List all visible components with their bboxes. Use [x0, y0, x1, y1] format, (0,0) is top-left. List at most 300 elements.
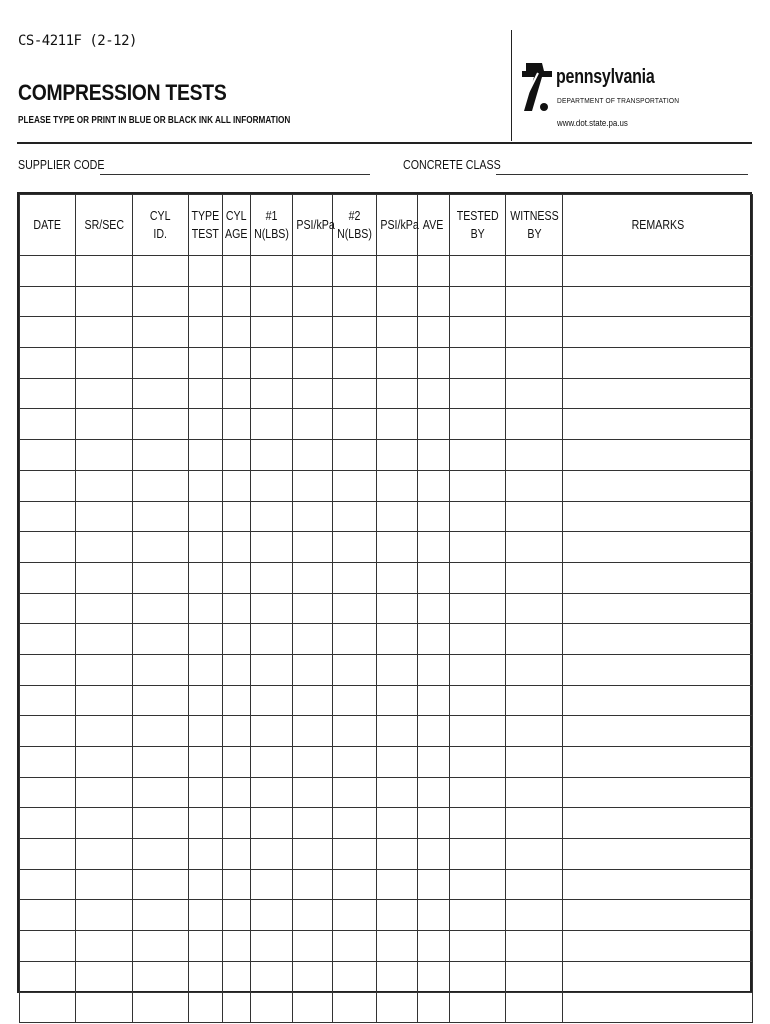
- table-cell-type-test[interactable]: [189, 931, 223, 962]
- table-cell-cyl-age[interactable]: [223, 808, 251, 839]
- table-cell-cyl-id[interactable]: [133, 378, 189, 409]
- table-cell-remarks[interactable]: [563, 869, 753, 900]
- table-cell-ave[interactable]: [418, 992, 450, 1023]
- table-cell-remarks[interactable]: [563, 501, 753, 532]
- table-cell-witness-by[interactable]: [506, 961, 563, 992]
- table-cell-date[interactable]: [20, 654, 76, 685]
- table-cell-load-1[interactable]: [251, 317, 293, 348]
- table-cell-cyl-id[interactable]: [133, 593, 189, 624]
- table-cell-type-test[interactable]: [189, 624, 223, 655]
- table-cell-cyl-age[interactable]: [223, 961, 251, 992]
- table-cell-witness-by[interactable]: [506, 501, 563, 532]
- table-cell-load-1[interactable]: [251, 286, 293, 317]
- table-cell-load-1[interactable]: [251, 440, 293, 471]
- table-cell-witness-by[interactable]: [506, 470, 563, 501]
- table-cell-type-test[interactable]: [189, 562, 223, 593]
- table-cell-load-1[interactable]: [251, 654, 293, 685]
- table-cell-remarks[interactable]: [563, 532, 753, 563]
- table-cell-type-test[interactable]: [189, 440, 223, 471]
- table-cell-load-1[interactable]: [251, 501, 293, 532]
- table-cell-witness-by[interactable]: [506, 378, 563, 409]
- table-cell-cyl-age[interactable]: [223, 470, 251, 501]
- table-cell-load-1[interactable]: [251, 348, 293, 379]
- table-cell-psi-kpa-2[interactable]: [377, 317, 418, 348]
- table-cell-cyl-age[interactable]: [223, 777, 251, 808]
- table-cell-psi-kpa-1[interactable]: [293, 470, 333, 501]
- table-cell-ave[interactable]: [418, 470, 450, 501]
- table-cell-type-test[interactable]: [189, 808, 223, 839]
- table-cell-cyl-age[interactable]: [223, 593, 251, 624]
- table-cell-load-2[interactable]: [333, 931, 377, 962]
- table-cell-cyl-id[interactable]: [133, 777, 189, 808]
- table-cell-witness-by[interactable]: [506, 992, 563, 1023]
- table-cell-cyl-id[interactable]: [133, 532, 189, 563]
- table-cell-cyl-id[interactable]: [133, 624, 189, 655]
- table-cell-psi-kpa-2[interactable]: [377, 685, 418, 716]
- table-cell-cyl-id[interactable]: [133, 317, 189, 348]
- table-cell-date[interactable]: [20, 286, 76, 317]
- table-cell-psi-kpa-2[interactable]: [377, 961, 418, 992]
- table-cell-cyl-age[interactable]: [223, 256, 251, 287]
- table-cell-psi-kpa-2[interactable]: [377, 593, 418, 624]
- table-cell-sr-sec[interactable]: [76, 685, 133, 716]
- table-cell-tested-by[interactable]: [450, 869, 506, 900]
- table-cell-load-2[interactable]: [333, 777, 377, 808]
- table-cell-ave[interactable]: [418, 501, 450, 532]
- table-cell-tested-by[interactable]: [450, 900, 506, 931]
- table-cell-witness-by[interactable]: [506, 839, 563, 870]
- table-cell-ave[interactable]: [418, 286, 450, 317]
- table-cell-sr-sec[interactable]: [76, 378, 133, 409]
- table-cell-remarks[interactable]: [563, 685, 753, 716]
- table-cell-witness-by[interactable]: [506, 562, 563, 593]
- table-cell-cyl-id[interactable]: [133, 654, 189, 685]
- table-cell-type-test[interactable]: [189, 839, 223, 870]
- table-cell-ave[interactable]: [418, 562, 450, 593]
- table-cell-sr-sec[interactable]: [76, 992, 133, 1023]
- table-cell-psi-kpa-1[interactable]: [293, 654, 333, 685]
- table-cell-load-2[interactable]: [333, 654, 377, 685]
- table-cell-ave[interactable]: [418, 378, 450, 409]
- table-cell-sr-sec[interactable]: [76, 961, 133, 992]
- table-cell-psi-kpa-1[interactable]: [293, 378, 333, 409]
- table-cell-ave[interactable]: [418, 931, 450, 962]
- table-cell-psi-kpa-1[interactable]: [293, 685, 333, 716]
- table-cell-type-test[interactable]: [189, 256, 223, 287]
- table-cell-tested-by[interactable]: [450, 501, 506, 532]
- table-cell-date[interactable]: [20, 961, 76, 992]
- table-cell-date[interactable]: [20, 747, 76, 778]
- table-cell-sr-sec[interactable]: [76, 931, 133, 962]
- table-cell-psi-kpa-2[interactable]: [377, 777, 418, 808]
- table-cell-date[interactable]: [20, 777, 76, 808]
- table-cell-tested-by[interactable]: [450, 593, 506, 624]
- table-cell-psi-kpa-2[interactable]: [377, 931, 418, 962]
- table-cell-load-1[interactable]: [251, 378, 293, 409]
- table-cell-psi-kpa-2[interactable]: [377, 716, 418, 747]
- table-cell-tested-by[interactable]: [450, 317, 506, 348]
- table-cell-psi-kpa-2[interactable]: [377, 900, 418, 931]
- table-cell-witness-by[interactable]: [506, 747, 563, 778]
- table-cell-cyl-age[interactable]: [223, 654, 251, 685]
- table-cell-load-1[interactable]: [251, 808, 293, 839]
- table-cell-ave[interactable]: [418, 593, 450, 624]
- concrete-class-line[interactable]: [496, 174, 748, 175]
- table-cell-cyl-age[interactable]: [223, 440, 251, 471]
- table-cell-remarks[interactable]: [563, 409, 753, 440]
- table-cell-psi-kpa-2[interactable]: [377, 440, 418, 471]
- table-cell-tested-by[interactable]: [450, 409, 506, 440]
- table-cell-ave[interactable]: [418, 654, 450, 685]
- table-cell-cyl-age[interactable]: [223, 348, 251, 379]
- table-cell-load-2[interactable]: [333, 286, 377, 317]
- table-cell-remarks[interactable]: [563, 931, 753, 962]
- table-cell-cyl-age[interactable]: [223, 317, 251, 348]
- table-cell-remarks[interactable]: [563, 317, 753, 348]
- table-cell-cyl-id[interactable]: [133, 348, 189, 379]
- table-cell-date[interactable]: [20, 317, 76, 348]
- table-cell-tested-by[interactable]: [450, 470, 506, 501]
- table-cell-tested-by[interactable]: [450, 992, 506, 1023]
- table-cell-sr-sec[interactable]: [76, 501, 133, 532]
- table-cell-cyl-age[interactable]: [223, 839, 251, 870]
- table-cell-load-1[interactable]: [251, 900, 293, 931]
- table-cell-tested-by[interactable]: [450, 256, 506, 287]
- table-cell-ave[interactable]: [418, 869, 450, 900]
- table-cell-sr-sec[interactable]: [76, 286, 133, 317]
- table-cell-load-1[interactable]: [251, 532, 293, 563]
- table-cell-load-2[interactable]: [333, 624, 377, 655]
- table-cell-tested-by[interactable]: [450, 747, 506, 778]
- table-cell-date[interactable]: [20, 348, 76, 379]
- table-cell-psi-kpa-1[interactable]: [293, 532, 333, 563]
- table-cell-psi-kpa-1[interactable]: [293, 747, 333, 778]
- table-cell-ave[interactable]: [418, 747, 450, 778]
- table-cell-remarks[interactable]: [563, 378, 753, 409]
- table-cell-load-2[interactable]: [333, 961, 377, 992]
- table-cell-ave[interactable]: [418, 808, 450, 839]
- table-cell-date[interactable]: [20, 501, 76, 532]
- table-cell-cyl-id[interactable]: [133, 747, 189, 778]
- table-cell-load-1[interactable]: [251, 624, 293, 655]
- table-cell-cyl-age[interactable]: [223, 409, 251, 440]
- table-cell-psi-kpa-2[interactable]: [377, 992, 418, 1023]
- table-cell-load-2[interactable]: [333, 256, 377, 287]
- table-cell-sr-sec[interactable]: [76, 654, 133, 685]
- table-cell-psi-kpa-1[interactable]: [293, 624, 333, 655]
- table-cell-psi-kpa-2[interactable]: [377, 348, 418, 379]
- table-cell-remarks[interactable]: [563, 562, 753, 593]
- table-cell-ave[interactable]: [418, 409, 450, 440]
- table-cell-type-test[interactable]: [189, 747, 223, 778]
- table-cell-sr-sec[interactable]: [76, 900, 133, 931]
- table-cell-cyl-id[interactable]: [133, 839, 189, 870]
- table-cell-type-test[interactable]: [189, 378, 223, 409]
- table-cell-cyl-age[interactable]: [223, 931, 251, 962]
- table-cell-type-test[interactable]: [189, 869, 223, 900]
- table-cell-tested-by[interactable]: [450, 777, 506, 808]
- table-cell-psi-kpa-1[interactable]: [293, 931, 333, 962]
- table-cell-psi-kpa-2[interactable]: [377, 562, 418, 593]
- table-cell-psi-kpa-1[interactable]: [293, 440, 333, 471]
- table-cell-cyl-id[interactable]: [133, 931, 189, 962]
- table-cell-type-test[interactable]: [189, 777, 223, 808]
- table-cell-sr-sec[interactable]: [76, 440, 133, 471]
- table-cell-load-1[interactable]: [251, 256, 293, 287]
- table-cell-remarks[interactable]: [563, 286, 753, 317]
- table-cell-ave[interactable]: [418, 256, 450, 287]
- table-cell-sr-sec[interactable]: [76, 348, 133, 379]
- table-cell-load-2[interactable]: [333, 992, 377, 1023]
- table-cell-date[interactable]: [20, 900, 76, 931]
- table-cell-psi-kpa-1[interactable]: [293, 409, 333, 440]
- table-cell-load-2[interactable]: [333, 409, 377, 440]
- table-cell-remarks[interactable]: [563, 348, 753, 379]
- table-cell-load-2[interactable]: [333, 716, 377, 747]
- table-cell-sr-sec[interactable]: [76, 593, 133, 624]
- table-cell-witness-by[interactable]: [506, 931, 563, 962]
- table-cell-load-1[interactable]: [251, 839, 293, 870]
- table-cell-load-1[interactable]: [251, 931, 293, 962]
- table-cell-psi-kpa-1[interactable]: [293, 839, 333, 870]
- table-cell-tested-by[interactable]: [450, 378, 506, 409]
- table-cell-date[interactable]: [20, 624, 76, 655]
- table-cell-remarks[interactable]: [563, 256, 753, 287]
- table-cell-date[interactable]: [20, 256, 76, 287]
- table-cell-load-2[interactable]: [333, 440, 377, 471]
- table-cell-tested-by[interactable]: [450, 562, 506, 593]
- table-cell-load-2[interactable]: [333, 378, 377, 409]
- table-cell-date[interactable]: [20, 839, 76, 870]
- table-cell-psi-kpa-2[interactable]: [377, 532, 418, 563]
- table-cell-psi-kpa-2[interactable]: [377, 869, 418, 900]
- table-cell-ave[interactable]: [418, 685, 450, 716]
- table-cell-psi-kpa-2[interactable]: [377, 839, 418, 870]
- table-cell-sr-sec[interactable]: [76, 317, 133, 348]
- table-cell-load-2[interactable]: [333, 593, 377, 624]
- table-cell-cyl-age[interactable]: [223, 900, 251, 931]
- table-cell-load-2[interactable]: [333, 501, 377, 532]
- table-cell-tested-by[interactable]: [450, 440, 506, 471]
- table-cell-load-2[interactable]: [333, 562, 377, 593]
- table-cell-tested-by[interactable]: [450, 685, 506, 716]
- table-cell-witness-by[interactable]: [506, 409, 563, 440]
- table-cell-remarks[interactable]: [563, 654, 753, 685]
- table-cell-ave[interactable]: [418, 716, 450, 747]
- table-cell-type-test[interactable]: [189, 685, 223, 716]
- table-cell-remarks[interactable]: [563, 839, 753, 870]
- table-cell-cyl-id[interactable]: [133, 685, 189, 716]
- table-cell-remarks[interactable]: [563, 716, 753, 747]
- table-cell-tested-by[interactable]: [450, 808, 506, 839]
- table-cell-date[interactable]: [20, 409, 76, 440]
- table-cell-cyl-id[interactable]: [133, 256, 189, 287]
- table-cell-remarks[interactable]: [563, 624, 753, 655]
- table-cell-psi-kpa-1[interactable]: [293, 992, 333, 1023]
- table-cell-sr-sec[interactable]: [76, 562, 133, 593]
- table-cell-load-2[interactable]: [333, 317, 377, 348]
- table-cell-remarks[interactable]: [563, 992, 753, 1023]
- table-cell-cyl-age[interactable]: [223, 532, 251, 563]
- table-cell-witness-by[interactable]: [506, 869, 563, 900]
- table-cell-psi-kpa-1[interactable]: [293, 348, 333, 379]
- table-cell-tested-by[interactable]: [450, 931, 506, 962]
- table-cell-ave[interactable]: [418, 532, 450, 563]
- table-cell-witness-by[interactable]: [506, 440, 563, 471]
- table-cell-type-test[interactable]: [189, 501, 223, 532]
- table-cell-cyl-age[interactable]: [223, 501, 251, 532]
- table-cell-type-test[interactable]: [189, 716, 223, 747]
- table-cell-type-test[interactable]: [189, 409, 223, 440]
- table-cell-ave[interactable]: [418, 839, 450, 870]
- table-cell-witness-by[interactable]: [506, 593, 563, 624]
- table-cell-tested-by[interactable]: [450, 532, 506, 563]
- table-cell-type-test[interactable]: [189, 470, 223, 501]
- table-cell-load-2[interactable]: [333, 900, 377, 931]
- table-cell-load-2[interactable]: [333, 869, 377, 900]
- table-cell-cyl-id[interactable]: [133, 470, 189, 501]
- supplier-code-line[interactable]: [100, 174, 370, 175]
- table-cell-date[interactable]: [20, 808, 76, 839]
- table-cell-ave[interactable]: [418, 348, 450, 379]
- table-cell-witness-by[interactable]: [506, 532, 563, 563]
- table-cell-load-1[interactable]: [251, 961, 293, 992]
- table-cell-load-1[interactable]: [251, 716, 293, 747]
- table-cell-cyl-age[interactable]: [223, 716, 251, 747]
- table-cell-remarks[interactable]: [563, 900, 753, 931]
- table-cell-psi-kpa-1[interactable]: [293, 869, 333, 900]
- table-cell-psi-kpa-1[interactable]: [293, 562, 333, 593]
- table-cell-type-test[interactable]: [189, 654, 223, 685]
- table-cell-psi-kpa-1[interactable]: [293, 501, 333, 532]
- table-cell-psi-kpa-2[interactable]: [377, 378, 418, 409]
- table-cell-tested-by[interactable]: [450, 286, 506, 317]
- table-cell-psi-kpa-2[interactable]: [377, 654, 418, 685]
- table-cell-sr-sec[interactable]: [76, 470, 133, 501]
- table-cell-load-2[interactable]: [333, 747, 377, 778]
- table-cell-date[interactable]: [20, 931, 76, 962]
- table-cell-type-test[interactable]: [189, 593, 223, 624]
- table-cell-psi-kpa-2[interactable]: [377, 501, 418, 532]
- table-cell-date[interactable]: [20, 378, 76, 409]
- table-cell-sr-sec[interactable]: [76, 532, 133, 563]
- table-cell-load-2[interactable]: [333, 532, 377, 563]
- table-cell-ave[interactable]: [418, 777, 450, 808]
- table-cell-cyl-age[interactable]: [223, 685, 251, 716]
- table-cell-witness-by[interactable]: [506, 900, 563, 931]
- table-cell-load-1[interactable]: [251, 409, 293, 440]
- table-cell-psi-kpa-2[interactable]: [377, 286, 418, 317]
- table-cell-psi-kpa-1[interactable]: [293, 777, 333, 808]
- table-cell-cyl-age[interactable]: [223, 747, 251, 778]
- table-cell-sr-sec[interactable]: [76, 409, 133, 440]
- table-cell-tested-by[interactable]: [450, 654, 506, 685]
- table-cell-psi-kpa-1[interactable]: [293, 317, 333, 348]
- table-cell-sr-sec[interactable]: [76, 777, 133, 808]
- table-cell-remarks[interactable]: [563, 470, 753, 501]
- table-cell-cyl-age[interactable]: [223, 286, 251, 317]
- table-cell-witness-by[interactable]: [506, 624, 563, 655]
- table-cell-psi-kpa-2[interactable]: [377, 256, 418, 287]
- table-cell-date[interactable]: [20, 716, 76, 747]
- table-cell-psi-kpa-1[interactable]: [293, 256, 333, 287]
- table-cell-load-2[interactable]: [333, 470, 377, 501]
- table-cell-tested-by[interactable]: [450, 348, 506, 379]
- table-cell-sr-sec[interactable]: [76, 808, 133, 839]
- table-cell-psi-kpa-1[interactable]: [293, 286, 333, 317]
- table-cell-type-test[interactable]: [189, 532, 223, 563]
- table-cell-tested-by[interactable]: [450, 624, 506, 655]
- table-cell-remarks[interactable]: [563, 440, 753, 471]
- table-cell-load-1[interactable]: [251, 562, 293, 593]
- table-cell-cyl-id[interactable]: [133, 869, 189, 900]
- table-cell-cyl-age[interactable]: [223, 869, 251, 900]
- table-cell-witness-by[interactable]: [506, 317, 563, 348]
- table-cell-cyl-age[interactable]: [223, 992, 251, 1023]
- table-cell-load-2[interactable]: [333, 839, 377, 870]
- table-cell-cyl-age[interactable]: [223, 378, 251, 409]
- table-cell-ave[interactable]: [418, 317, 450, 348]
- table-cell-type-test[interactable]: [189, 348, 223, 379]
- table-cell-ave[interactable]: [418, 900, 450, 931]
- table-cell-psi-kpa-1[interactable]: [293, 716, 333, 747]
- table-cell-load-1[interactable]: [251, 470, 293, 501]
- table-cell-witness-by[interactable]: [506, 654, 563, 685]
- table-cell-load-1[interactable]: [251, 869, 293, 900]
- table-cell-cyl-id[interactable]: [133, 992, 189, 1023]
- table-cell-type-test[interactable]: [189, 286, 223, 317]
- table-cell-ave[interactable]: [418, 961, 450, 992]
- table-cell-date[interactable]: [20, 992, 76, 1023]
- table-cell-sr-sec[interactable]: [76, 869, 133, 900]
- table-cell-witness-by[interactable]: [506, 685, 563, 716]
- table-cell-sr-sec[interactable]: [76, 624, 133, 655]
- table-cell-psi-kpa-2[interactable]: [377, 808, 418, 839]
- table-cell-type-test[interactable]: [189, 317, 223, 348]
- table-cell-sr-sec[interactable]: [76, 256, 133, 287]
- table-cell-remarks[interactable]: [563, 777, 753, 808]
- table-cell-date[interactable]: [20, 532, 76, 563]
- table-cell-tested-by[interactable]: [450, 839, 506, 870]
- table-cell-cyl-id[interactable]: [133, 562, 189, 593]
- table-cell-load-2[interactable]: [333, 808, 377, 839]
- table-cell-cyl-age[interactable]: [223, 624, 251, 655]
- table-cell-load-1[interactable]: [251, 777, 293, 808]
- table-cell-sr-sec[interactable]: [76, 716, 133, 747]
- table-cell-tested-by[interactable]: [450, 716, 506, 747]
- table-cell-remarks[interactable]: [563, 593, 753, 624]
- table-cell-psi-kpa-1[interactable]: [293, 961, 333, 992]
- table-cell-cyl-id[interactable]: [133, 409, 189, 440]
- table-cell-date[interactable]: [20, 869, 76, 900]
- table-cell-cyl-id[interactable]: [133, 716, 189, 747]
- table-cell-load-1[interactable]: [251, 992, 293, 1023]
- table-cell-ave[interactable]: [418, 440, 450, 471]
- table-cell-remarks[interactable]: [563, 747, 753, 778]
- table-cell-date[interactable]: [20, 685, 76, 716]
- table-cell-witness-by[interactable]: [506, 348, 563, 379]
- table-cell-load-1[interactable]: [251, 747, 293, 778]
- table-cell-psi-kpa-1[interactable]: [293, 593, 333, 624]
- table-cell-type-test[interactable]: [189, 992, 223, 1023]
- table-cell-date[interactable]: [20, 562, 76, 593]
- table-cell-ave[interactable]: [418, 624, 450, 655]
- table-cell-remarks[interactable]: [563, 808, 753, 839]
- table-cell-psi-kpa-2[interactable]: [377, 624, 418, 655]
- table-cell-cyl-id[interactable]: [133, 501, 189, 532]
- table-cell-psi-kpa-1[interactable]: [293, 808, 333, 839]
- table-cell-psi-kpa-1[interactable]: [293, 900, 333, 931]
